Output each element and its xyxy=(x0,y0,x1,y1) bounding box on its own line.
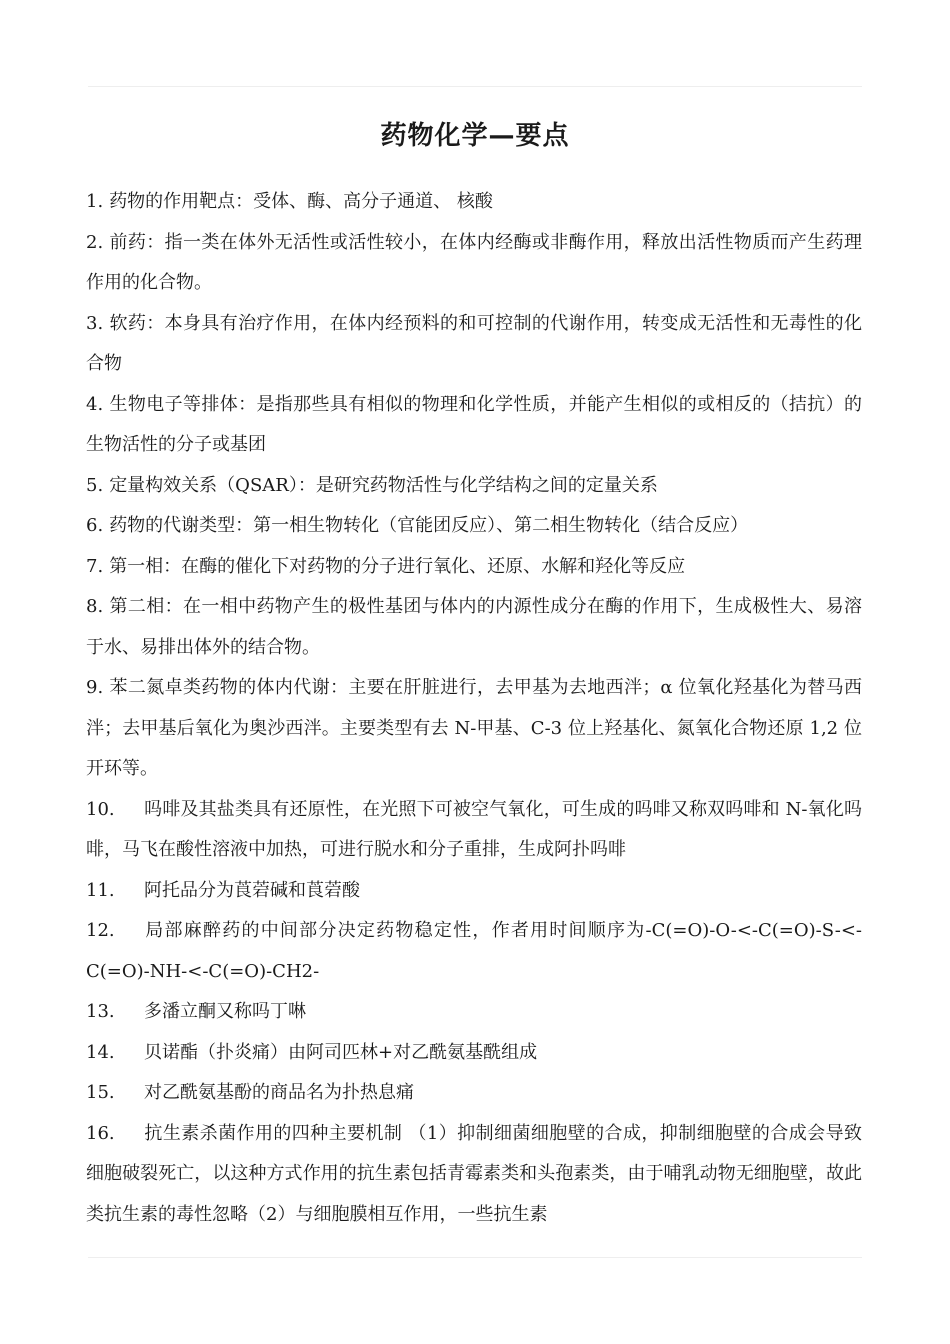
item-number: 12. xyxy=(86,920,115,941)
item-number: 7. xyxy=(86,555,104,577)
item-text: 苯二氮卓类药物的体内代谢：主要在肝脏进行，去甲基为去地西泮；α 位氧化羟基化为替马西泮；去甲基后氧化为奥沙西泮。主要类型有去 N-甲基、C-3 位上羟基化、氮氧化合物还原 1,2 位开环等。 xyxy=(86,677,862,779)
list-item xyxy=(86,587,862,668)
item-text: 药物的作用靶点：受体、酶、高分子通道、 核酸 xyxy=(109,191,493,212)
list-item xyxy=(86,790,862,871)
item-number: 3. xyxy=(86,312,104,334)
list-item xyxy=(86,1033,862,1074)
item-number: 6. xyxy=(86,515,104,536)
list-item xyxy=(86,466,862,507)
list-item xyxy=(86,385,862,466)
list-item xyxy=(86,1114,862,1236)
item-text: 前药：指一类在体外无活性或活性较小，在体内经酶或非酶作用，释放出活性物质而产生药理作用的化合物。 xyxy=(86,231,862,293)
item-text: 生物电子等排体：是指那些具有相似的物理和化学性质，并能产生相似的或相反的（拮抗）的生物活性的分子或基团 xyxy=(86,393,862,455)
item-number: 4. xyxy=(86,393,104,415)
item-number: 10. xyxy=(86,798,115,820)
list-item xyxy=(86,547,862,588)
item-text: 对乙酰氨基酚的商品名为扑热息痛 xyxy=(144,1082,414,1103)
item-number: 11. xyxy=(86,879,115,901)
item-number: 13. xyxy=(86,1001,115,1022)
item-number: 5. xyxy=(86,474,104,496)
item-text: 药物的代谢类型：第一相生物转化（官能团反应）、第二相生物转化（结合反应） xyxy=(109,515,749,536)
item-text: 多潘立酮又称吗丁啉 xyxy=(144,1001,306,1022)
item-text: 第一相：在酶的催化下对药物的分子进行氧化、还原、水解和羟化等反应 xyxy=(109,555,686,577)
item-text: 软药：本身具有治疗作用，在体内经预料的和可控制的代谢作用，转变成无活性和无毒性的化合物 xyxy=(86,312,862,374)
document-body xyxy=(86,182,862,1235)
top-rule xyxy=(88,86,862,87)
item-number: 16. xyxy=(86,1122,115,1144)
list-item xyxy=(86,223,862,304)
item-text: 阿托品分为莨菪碱和莨菪酸 xyxy=(144,879,360,901)
list-item xyxy=(86,911,862,992)
item-number: 8. xyxy=(86,596,104,617)
item-number: 2. xyxy=(86,231,104,253)
item-text: 贝诺酯（扑炎痛）由阿司匹林+对乙酰氨基酰组成 xyxy=(144,1041,538,1063)
list-item xyxy=(86,506,862,547)
list-item xyxy=(86,304,862,385)
item-text: 抗生素杀菌作用的四种主要机制 （1）抑制细菌细胞壁的合成，抑制细胞壁的合成会导致细胞破裂死亡，以这种方式作用的抗生素包括青霉素类和头孢素类，由于哺乳动物无细胞壁，故此类抗生素的毒性忽略（2）与细胞膜相互作用，一些抗生素 xyxy=(86,1122,862,1225)
item-number: 1. xyxy=(86,191,104,212)
item-text: 第二相：在一相中药物产生的极性基团与体内的内源性成分在酶的作用下，生成极性大、易溶于水、易排出体外的结合物。 xyxy=(86,596,862,658)
item-number: 14. xyxy=(86,1041,115,1063)
item-text: 定量构效关系（QSAR）：是研究药物活性与化学结构之间的定量关系 xyxy=(109,474,658,496)
item-number: 9. xyxy=(86,677,104,698)
list-item xyxy=(86,871,862,912)
list-item xyxy=(86,1073,862,1114)
item-number: 15. xyxy=(86,1082,115,1103)
list-item xyxy=(86,668,862,790)
item-text: 吗啡及其盐类具有还原性，在光照下可被空气氧化，可生成的吗啡又称双吗啡和 N-氧化吗啡，马飞在酸性溶液中加热，可进行脱水和分子重排，生成阿扑吗啡 xyxy=(86,798,862,860)
item-text: 局部麻醉药的中间部分决定药物稳定性，作者用时间顺序为-C(=O)-O-<-C(=O)-S-<-C(=O)-NH-<-C(=O)-CH2- xyxy=(86,920,862,982)
list-item xyxy=(86,182,862,223)
list-item xyxy=(86,992,862,1033)
page-title: 药物化学—要点 xyxy=(380,121,570,151)
bottom-rule xyxy=(88,1257,862,1258)
